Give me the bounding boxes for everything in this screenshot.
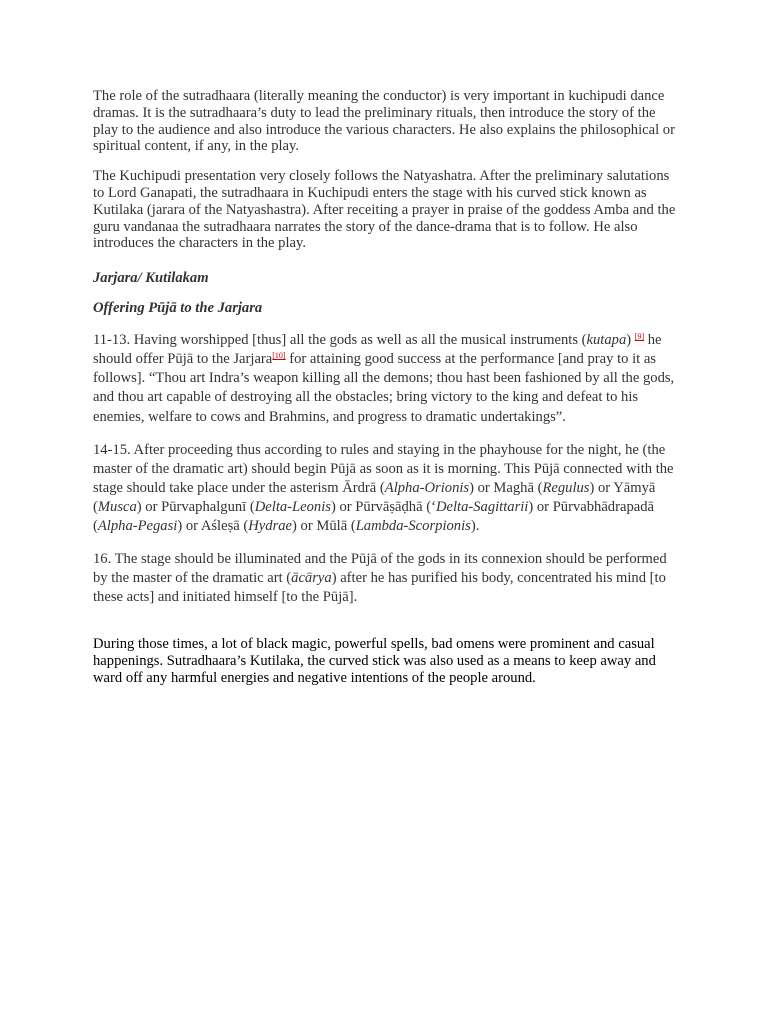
verse-italic-term: Musca [97,498,137,515]
verse-italic-term: Regulus [542,479,590,496]
verse-italic-term: ācārya [291,570,332,587]
verse-italic-term: Alpha-Orionis [384,479,470,496]
verse-text: ) or Pūrvaphalgunī ( [136,498,255,515]
verse-italic-term: Alpha-Pegasi [97,518,178,535]
paragraph-closing: During those times, a lot of black magic, powerful spells, bad omens were prominent and casual happenings. Sutradhaara’s Kutilaka, the curved stick was also used as a means to keep away and ward off any harmful energies and negative intentions of the people around. [93,636,656,686]
verse-italic-term: Delta-Sagittarii [435,498,529,515]
verse-text: ) or Yāmyā ( [93,479,656,515]
verse-text: ) or Maghā ( [469,479,543,496]
document-body [93,88,678,687]
verse-text: ). [470,518,480,535]
heading-offering-puja: Offering Pūjā to the Jarjara [93,300,263,317]
verse-text: ) [626,332,635,349]
paragraph-sutradhaara-role: The role of the sutradhaara (literally meaning the conductor) is very important in kuchipudi dance dramas. It is the sutradhaara’s duty to lead the preliminary rituals, then introduce the story of the play to the audience and also introduce the various characters. He also explains the philosophical or spiritual content, if any, in the play. [93,88,675,155]
verse-italic-term: Delta-Leonis [254,498,331,515]
verse-italic-term: Hydrae [248,518,293,535]
verse-italic-term: kutapa [586,332,627,349]
verse-16 [93,550,678,607]
verse-14-15 [93,441,678,536]
verse-italic-term: Lambda-Scorpionis [355,518,471,535]
verse-text: ) or Pūrvāṣāḍhā (‘ [330,498,436,515]
verse-11-13 [93,331,678,426]
footnote-link-10[interactable]: [10] [272,351,286,361]
paragraph-kuchipudi-presentation: The Kuchipudi presentation very closely follows the Natyashatra. After the preliminary salutations to Lord Ganapati, the sutradhaara in Kuchipudi enters the stage with his curved stick known as Kutilaka (jarara of the Natyashastra). After receiting a prayer in praise of the goddess Amba and the guru vandanaa the sutradhaara narrates the story of the dance-drama that is to follow. He also introduces the characters in the play. [93,168,676,252]
verse-text: ) or Aśleṣā ( [177,518,249,535]
verse-text: ) or Mūlā ( [292,518,356,535]
verse-text: 16. The stage should be illuminated and the Pūjā of the gods in its connexion should be performed by the master of the dramatic art ( [93,551,667,587]
heading-jarjara-kutilakam: Jarjara/ Kutilakam [93,270,209,287]
verse-text: he should offer Pūjā to the Jarjara [93,332,662,368]
footnote-link-9[interactable]: [9] [634,332,645,342]
verse-text: 11-13. Having worshipped [thus] all the gods as well as all the musical instruments ( [93,332,587,349]
verse-text: ) after he has purified his body, concentrated his mind [to these acts] and initiated himself [to the Pūjā]. [93,570,666,606]
verse-text: 14-15. After proceeding thus according to rules and staying in the phayhouse for the night, he (the master of the dramatic art) should begin Pūjā as soon as it is morning. This Pūjā connected with the stage should take place under the asterism Ārdrā ( [93,441,674,496]
verse-text: for attaining good success at the performance [and pray to it as follows]. “Thou art Indra’s weapon killing all the demons; thou hast been fashioned by all the gods, and thou art capable of destroying all the obstacles; bring victory to the king and defeat to his enemies, welfare to cows and Brahmins, and progress to dramatic undertakings”. [93,351,675,425]
verse-text: ) or Pūrvabhādrapadā ( [93,498,654,535]
